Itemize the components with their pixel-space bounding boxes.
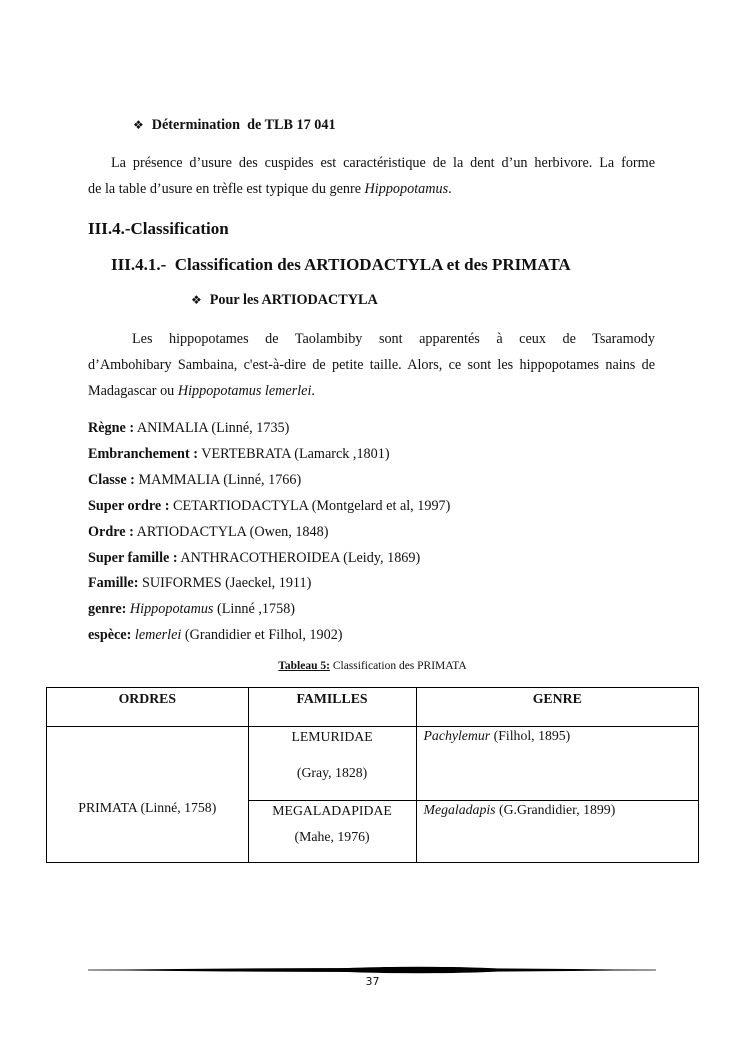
taxonomy-italic: lemerlei (134, 627, 182, 644)
order-value: PRIMATA (Linné, 1758) (78, 800, 217, 815)
page-number: 37 (365, 975, 380, 988)
taxonomy-row-classe (88, 468, 450, 494)
taxonomy-value: ANTHRACOTHEROIDEA (Leidy, 1869) (177, 549, 421, 566)
taxonomy-list (88, 416, 450, 649)
paragraph-line (88, 176, 655, 202)
primata-classification-table (46, 687, 699, 863)
taxonomy-value: SUIFORMES (Jaeckel, 1911) (138, 575, 312, 592)
taxonomy-value: ANIMALIA (Linné, 1735) (134, 420, 290, 436)
taxonomy-label: Embranchement : (88, 445, 198, 462)
paragraph-line: d’Ambohibary Sambaina, c'est-à-dire de petite taille. Alors, ce sont les hippopotames nains de (88, 357, 655, 373)
family-name: LEMURIDAE (291, 729, 373, 744)
taxonomy-value: (Grandidier et Filhol, 1902) (181, 627, 343, 644)
taxonomy-italic: Hippopotamus (129, 601, 214, 618)
table-cell-order (47, 727, 249, 863)
taxonomy-value: CETARTIODACTYLA (Montgelard et al, 1997) (169, 497, 451, 514)
family-author: (Gray, 1828) (296, 765, 368, 780)
genus-name: Megaladapis (423, 802, 496, 817)
table-cell-genus (416, 727, 699, 801)
taxonomy-label: Super ordre : (88, 497, 170, 514)
table-caption-text: Classification des PRIMATA (329, 660, 467, 672)
family-name: MEGALADAPIDAE (272, 803, 392, 818)
table-caption (0, 660, 745, 672)
text: Madagascar ou (88, 383, 178, 399)
section-artiodactyla-heading (191, 292, 378, 309)
section-artiodactyla-title: Pour les ARTIODACTYLA (209, 292, 378, 308)
text: . (448, 181, 452, 197)
heading-classification-sub: III.4.1.- Classification des ARTIODACTYLA et des PRIMATA (111, 255, 571, 274)
taxonomy-label: Super famille : (88, 549, 178, 566)
taxonomy-row-regne (88, 416, 450, 442)
taxonomy-label: genre: (88, 601, 127, 618)
genus-italic: Hippopotamus (364, 181, 449, 197)
table-header-ordres: ORDRES (47, 688, 249, 727)
taxonomy-label: Classe : (88, 471, 135, 488)
taxonomy-value: (Linné ,1758) (213, 601, 296, 618)
paragraph-hippopotames (88, 326, 655, 404)
table-cell-family (248, 801, 416, 863)
diamond-bullet-icon: ❖ (191, 293, 202, 307)
genus-name: Pachylemur (423, 728, 491, 743)
diamond-bullet-icon: ❖ (133, 118, 144, 132)
paragraph-line: Les hippopotames de Taolambiby sont apparentés à ceux de Tsaramody (132, 331, 655, 347)
taxonomy-row-espece (88, 623, 450, 649)
text: . (311, 383, 315, 399)
taxonomy-label: Règne : (88, 420, 135, 436)
table-header-row (47, 688, 699, 727)
paragraph-line: La présence d’usure des cuspides est caractéristique de la dent d’un herbivore. La forme (111, 155, 655, 171)
taxonomy-row-embranchement (88, 442, 450, 468)
family-author: (Mahe, 1976) (294, 829, 370, 844)
paragraph-determination (88, 150, 655, 202)
taxonomy-value: MAMMALIA (Linné, 1766) (134, 471, 302, 488)
genus-author: (G.Grandidier, 1899) (495, 802, 616, 817)
table-cell-genus (416, 801, 699, 863)
taxonomy-label: Famille: (88, 575, 139, 592)
paragraph-line (88, 378, 655, 404)
heading-classification: III.4.-Classification (88, 219, 229, 238)
table-cell-family (248, 727, 416, 801)
genus-author: (Filhol, 1895) (490, 728, 571, 743)
table-header-familles: FAMILLES (248, 688, 416, 727)
species-italic: Hippopotamus lemerlei (177, 383, 312, 399)
taxonomy-label: espèce: (88, 627, 132, 644)
taxonomy-row-famille (88, 571, 450, 597)
section-determination-heading (133, 117, 336, 134)
table-caption-label: Tableau 5: (278, 660, 330, 672)
taxonomy-value: ARTIODACTYLA (Owen, 1848) (133, 523, 329, 540)
taxonomy-label: Ordre : (88, 523, 134, 540)
taxonomy-row-ordre (88, 520, 450, 546)
text: de la table d’usure en trèfle est typique du genre (88, 181, 365, 197)
section-determination-title: Détermination de TLB 17 041 (151, 117, 336, 133)
taxonomy-row-super-famille (88, 546, 450, 572)
taxonomy-row-super-ordre (88, 494, 450, 520)
taxonomy-row-genre (88, 597, 450, 623)
table-row (47, 727, 699, 801)
taxonomy-value: VERTEBRATA (Lamarck ,1801) (197, 445, 390, 462)
table-header-genre: GENRE (416, 688, 699, 727)
